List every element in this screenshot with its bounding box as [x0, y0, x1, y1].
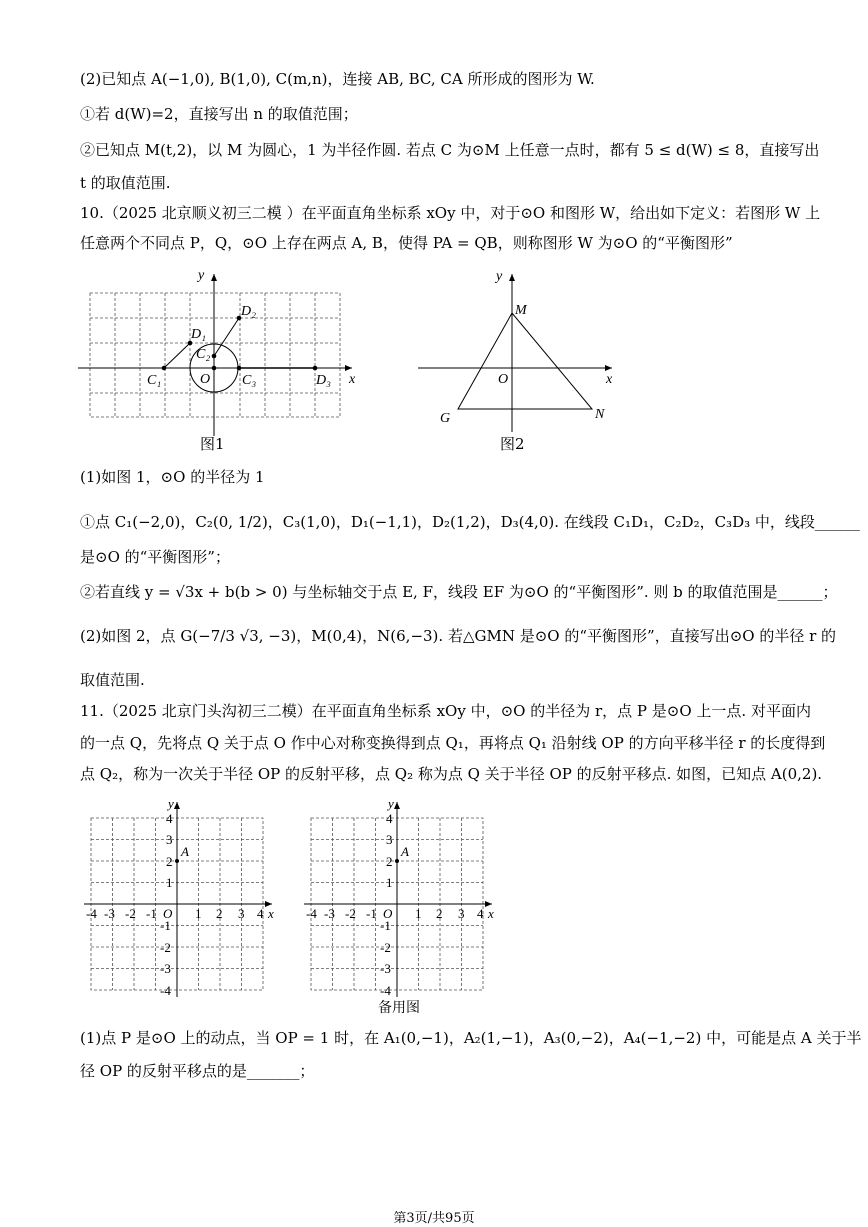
tick-label: -2 [160, 940, 171, 955]
tick-label: -4 [380, 983, 391, 998]
axis-x-label: x [488, 906, 494, 921]
tick-label: 2 [436, 906, 443, 921]
figure-2-caption: 图2 [500, 435, 525, 453]
tick-label: 3 [166, 832, 173, 847]
tick-label: 2 [166, 854, 173, 869]
point-label: C₃ [242, 373, 257, 388]
axis-y-label: y [496, 269, 503, 284]
point-label: D₃ [316, 373, 331, 388]
tick-label: 1 [415, 906, 422, 921]
text-line: 11.（2025 北京门头沟初三二模）在平面直角坐标系 xOy 中，⊙O 的半径为 r，点 P 是⊙O 上一点. 对平面内 [80, 702, 811, 720]
point-label: A [401, 844, 409, 859]
figure-2 [410, 262, 620, 432]
point-label: M [515, 303, 527, 318]
coordinate-grid-backup [300, 795, 500, 1000]
text-line: t 的取值范围. [80, 174, 171, 192]
point-label: G [440, 411, 451, 426]
tick-label: -2 [125, 906, 136, 921]
tick-label: 3 [458, 906, 465, 921]
tick-label: -3 [160, 961, 171, 976]
axis-x-label: x [606, 372, 613, 387]
backup-figure-caption: 备用图 [378, 1000, 420, 1016]
point-label: N [595, 407, 605, 422]
tick-label: -4 [306, 906, 317, 921]
tick-label: 4 [257, 906, 264, 921]
tick-label: 2 [216, 906, 223, 921]
text-line: 是⊙O 的“平衡图形”； [80, 548, 230, 566]
tick-label: -1 [380, 918, 391, 933]
origin-label: O [200, 372, 211, 387]
tick-label: -3 [104, 906, 115, 921]
text-line: 取值范围. [80, 671, 145, 689]
tick-label: 1 [195, 906, 202, 921]
tick-label: 3 [386, 832, 393, 847]
tick-label: 4 [477, 906, 484, 921]
tick-label: -2 [380, 940, 391, 955]
text-line: ②已知点 M(t,2)，以 M 为圆心，1 为半径作圆. 若点 C 为⊙M 上任意一点时，都有 5 ≤ d(W) ≤ 8，直接写出 [80, 141, 820, 159]
page-footer: 第3页/共95页 [393, 1211, 475, 1226]
text-line: ①若 d(W)=2，直接写出 n 的取值范围； [80, 105, 358, 123]
origin-label: O [498, 372, 509, 387]
axis-y-label: y [168, 796, 174, 811]
text-line: ②若直线 y = √3x + b(b > 0) 与坐标轴交于点 E, F，线段 EF 为⊙O 的“平衡图形”. 则 b 的取值范围是______； [80, 583, 838, 601]
text-line: (1)点 P 是⊙O 上的动点，当 OP = 1 时，在 A₁(0,−1)，A₂(1,−1)，A₃(0,−2)，A₄(−1,−2) 中，可能是点 A 关于半 [80, 1029, 862, 1047]
figure-1-caption: 图1 [200, 435, 225, 453]
axis-x-label: x [268, 906, 274, 921]
origin-label: O [163, 906, 173, 921]
tick-label: -2 [345, 906, 356, 921]
tick-label: 4 [386, 811, 393, 826]
text-line: 径 OP 的反射平移点的是_______； [80, 1062, 315, 1080]
axis-y-label: y [198, 268, 205, 283]
point-label: D₁ [191, 327, 206, 342]
text-line: ①点 C₁(−2,0)，C₂(0, 1/2)，C₃(1,0)，D₁(−1,1)，D₂(1,2)，D₃(4,0). 在线段 C₁D₁，C₂D₂，C₃D₃ 中，线段______ [80, 513, 860, 531]
tick-label: -1 [366, 906, 377, 921]
tick-label: -1 [146, 906, 157, 921]
axis-y-label: y [388, 796, 394, 811]
text-line: 任意两个不同点 P，Q，⊙O 上存在两点 A, B，使得 PA = QB，则称图形 W 为⊙O 的“平衡图形” [80, 234, 733, 252]
tick-label: -1 [160, 918, 171, 933]
point-label: C₂ [196, 347, 211, 362]
tick-label: 1 [166, 875, 173, 890]
text-line: (1)如图 1，⊙O 的半径为 1 [80, 468, 265, 486]
tick-label: 2 [386, 854, 393, 869]
text-line: 点 Q₂，称为一次关于半径 OP 的反射平移，点 Q₂ 称为点 Q 关于半径 OP 的反射平移点. 如图，已知点 A(0,2). [80, 765, 823, 783]
tick-label: 1 [386, 875, 393, 890]
figure-1 [70, 262, 370, 452]
tick-label: -4 [160, 983, 171, 998]
tick-label: -4 [86, 906, 97, 921]
tick-label: 4 [166, 811, 173, 826]
axis-x-label: x [349, 372, 356, 387]
point-label: C₁ [147, 373, 162, 388]
origin-label: O [383, 906, 393, 921]
tick-label: -3 [324, 906, 335, 921]
text-line: (2)如图 2，点 G(−7/3 √3, −3)，M(0,4)，N(6,−3). 若△GMN 是⊙O 的“平衡图形”，直接写出⊙O 的半径 r 的 [80, 627, 837, 645]
text-line: 10.（2025 北京顺义初三二模 ）在平面直角坐标系 xOy 中，对于⊙O 和图形 W，给出如下定义：若图形 W 上 [80, 204, 821, 222]
tick-label: -3 [380, 961, 391, 976]
text-line: (2)已知点 A(−1,0), B(1,0), C(m,n)，连接 AB, BC, CA 所形成的图形为 W. [80, 70, 595, 88]
point-label: A [181, 844, 189, 859]
coordinate-grid [80, 795, 280, 1000]
tick-label: 3 [238, 906, 245, 921]
point-label: D₂ [241, 304, 256, 319]
text-line: 的一点 Q，先将点 Q 关于点 O 作中心对称变换得到点 Q₁，再将点 Q₁ 沿射线 OP 的方向平移半径 r 的长度得到 [80, 734, 826, 752]
